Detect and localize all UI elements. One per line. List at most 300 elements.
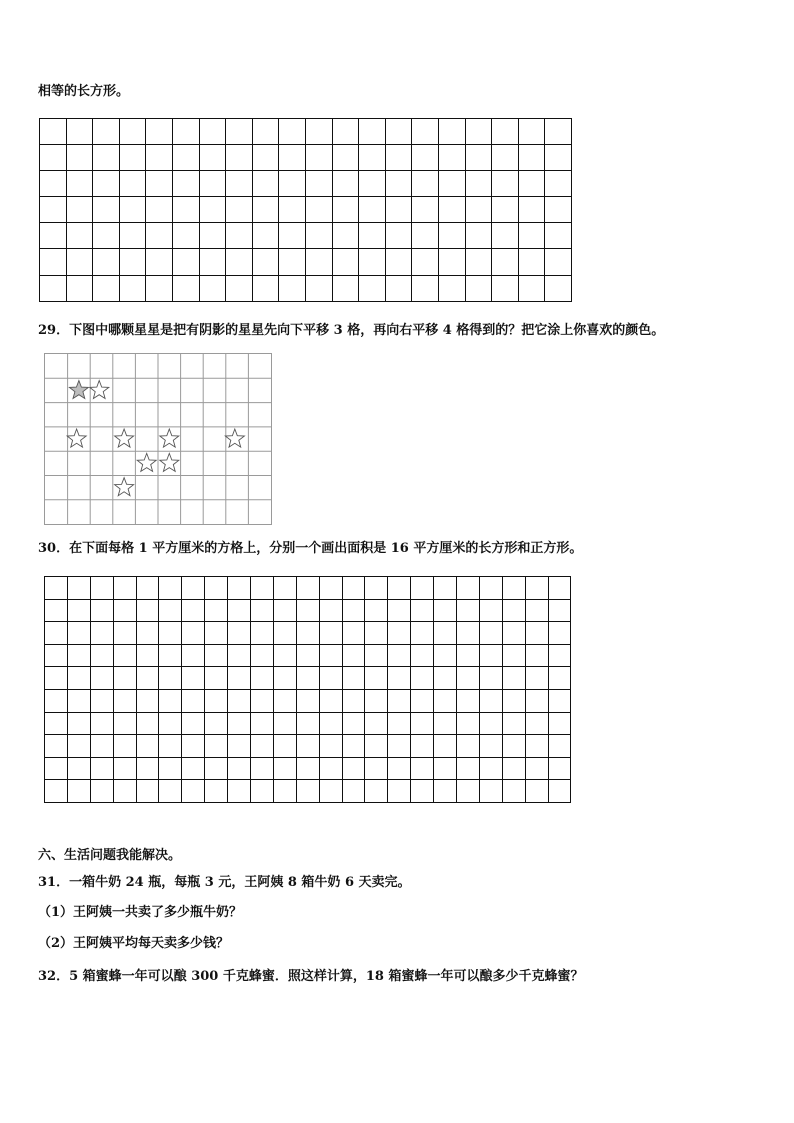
grid-cell[interactable] (457, 735, 480, 758)
grid-cell[interactable] (385, 223, 412, 249)
grid-cell[interactable] (518, 145, 545, 171)
grid-cell[interactable] (182, 667, 205, 690)
grid-cell[interactable] (159, 599, 182, 622)
grid-cell[interactable] (411, 599, 434, 622)
grid-cell[interactable] (205, 577, 228, 600)
grid-cell[interactable] (457, 577, 480, 600)
grid-cell[interactable] (273, 689, 296, 712)
grid-cell[interactable] (90, 599, 113, 622)
shaded-star-icon[interactable] (69, 381, 88, 399)
grid-cell[interactable] (199, 249, 226, 275)
grid-cell[interactable] (199, 145, 226, 171)
star-outline-icon[interactable] (90, 381, 109, 399)
grid-cell[interactable] (45, 622, 68, 645)
grid-cell[interactable] (172, 119, 199, 145)
grid-cell[interactable] (296, 735, 319, 758)
grid-cell[interactable] (388, 780, 411, 803)
grid-cell[interactable] (365, 735, 388, 758)
grid-cell[interactable] (305, 171, 332, 197)
grid-cell[interactable] (548, 735, 571, 758)
grid-cell[interactable] (365, 712, 388, 735)
grid-cell[interactable] (412, 223, 439, 249)
grid-cell[interactable] (492, 249, 519, 275)
grid-cell[interactable] (66, 171, 93, 197)
grid-cell[interactable] (545, 275, 572, 301)
grid-cell[interactable] (251, 689, 274, 712)
grid-cell[interactable] (136, 577, 159, 600)
grid-cell[interactable] (411, 622, 434, 645)
grid-cell[interactable] (479, 780, 502, 803)
grid-cell[interactable] (332, 275, 359, 301)
grid-cell[interactable] (90, 644, 113, 667)
grid-cell[interactable] (457, 780, 480, 803)
star-outline-icon[interactable] (67, 429, 86, 447)
grid-cell[interactable] (67, 757, 90, 780)
grid-cell[interactable] (119, 145, 146, 171)
grid-cell[interactable] (434, 735, 457, 758)
grid-cell[interactable] (296, 757, 319, 780)
grid-cell[interactable] (273, 622, 296, 645)
grid-cell[interactable] (465, 145, 492, 171)
grid-cell[interactable] (342, 644, 365, 667)
grid-cell[interactable] (205, 644, 228, 667)
grid-cell[interactable] (385, 171, 412, 197)
grid-cell[interactable] (228, 689, 251, 712)
grid-cell[interactable] (412, 145, 439, 171)
grid-cell[interactable] (40, 145, 67, 171)
grid-cell[interactable] (365, 780, 388, 803)
grid-cell[interactable] (319, 667, 342, 690)
grid-cell[interactable] (252, 223, 279, 249)
grid-cell[interactable] (342, 735, 365, 758)
grid-cell[interactable] (119, 249, 146, 275)
grid-cell[interactable] (305, 119, 332, 145)
grid-cell[interactable] (492, 223, 519, 249)
grid-cell[interactable] (113, 599, 136, 622)
grid-cell[interactable] (273, 599, 296, 622)
grid-cell[interactable] (146, 275, 173, 301)
star-outline-icon[interactable] (115, 429, 134, 447)
grid-cell[interactable] (305, 275, 332, 301)
grid-cell[interactable] (67, 644, 90, 667)
grid-cell[interactable] (342, 599, 365, 622)
grid-cell[interactable] (119, 275, 146, 301)
grid-cell[interactable] (545, 171, 572, 197)
grid-cell[interactable] (228, 780, 251, 803)
grid-cell[interactable] (45, 599, 68, 622)
grid-cell[interactable] (305, 249, 332, 275)
grid-cell[interactable] (251, 644, 274, 667)
grid-cell[interactable] (273, 577, 296, 600)
grid-cell[interactable] (252, 119, 279, 145)
grid-cell[interactable] (388, 712, 411, 735)
grid-cell[interactable] (113, 780, 136, 803)
grid-cell[interactable] (273, 757, 296, 780)
star-outline-icon[interactable] (225, 429, 244, 447)
grid-cell[interactable] (502, 622, 525, 645)
grid-cell[interactable] (525, 689, 548, 712)
grid-cell[interactable] (545, 145, 572, 171)
grid-cell[interactable] (342, 577, 365, 600)
grid-cell[interactable] (67, 689, 90, 712)
grid-cell[interactable] (113, 689, 136, 712)
grid-cell[interactable] (342, 667, 365, 690)
grid-cell[interactable] (113, 667, 136, 690)
grid-cell[interactable] (457, 644, 480, 667)
grid-cell[interactable] (502, 712, 525, 735)
q28-grid[interactable] (39, 118, 572, 302)
grid-cell[interactable] (319, 712, 342, 735)
grid-cell[interactable] (319, 689, 342, 712)
grid-cell[interactable] (159, 689, 182, 712)
grid-cell[interactable] (502, 599, 525, 622)
grid-cell[interactable] (457, 757, 480, 780)
grid-cell[interactable] (172, 171, 199, 197)
grid-cell[interactable] (45, 667, 68, 690)
grid-cell[interactable] (146, 197, 173, 223)
grid-cell[interactable] (226, 119, 253, 145)
grid-cell[interactable] (342, 622, 365, 645)
grid-cell[interactable] (412, 275, 439, 301)
grid-cell[interactable] (457, 667, 480, 690)
grid-cell[interactable] (438, 197, 465, 223)
q30-grid[interactable] (44, 576, 571, 803)
grid-cell[interactable] (434, 644, 457, 667)
grid-cell[interactable] (412, 171, 439, 197)
grid-cell[interactable] (226, 197, 253, 223)
grid-cell[interactable] (159, 735, 182, 758)
grid-cell[interactable] (545, 119, 572, 145)
grid-cell[interactable] (159, 712, 182, 735)
grid-cell[interactable] (251, 757, 274, 780)
grid-cell[interactable] (365, 667, 388, 690)
grid-cell[interactable] (90, 712, 113, 735)
grid-cell[interactable] (411, 780, 434, 803)
grid-cell[interactable] (273, 644, 296, 667)
grid-cell[interactable] (172, 197, 199, 223)
grid-cell[interactable] (136, 735, 159, 758)
grid-cell[interactable] (45, 644, 68, 667)
grid-cell[interactable] (182, 780, 205, 803)
grid-cell[interactable] (411, 667, 434, 690)
grid-cell[interactable] (525, 712, 548, 735)
grid-cell[interactable] (296, 780, 319, 803)
grid-cell[interactable] (90, 577, 113, 600)
grid-cell[interactable] (228, 712, 251, 735)
grid-cell[interactable] (388, 735, 411, 758)
grid-cell[interactable] (182, 757, 205, 780)
grid-cell[interactable] (90, 622, 113, 645)
grid-cell[interactable] (332, 171, 359, 197)
grid-cell[interactable] (434, 667, 457, 690)
grid-cell[interactable] (479, 667, 502, 690)
grid-cell[interactable] (113, 577, 136, 600)
grid-cell[interactable] (40, 197, 67, 223)
grid-cell[interactable] (119, 119, 146, 145)
grid-cell[interactable] (90, 735, 113, 758)
grid-cell[interactable] (226, 275, 253, 301)
grid-cell[interactable] (205, 622, 228, 645)
grid-cell[interactable] (296, 644, 319, 667)
grid-cell[interactable] (359, 145, 386, 171)
grid-cell[interactable] (182, 735, 205, 758)
grid-cell[interactable] (205, 735, 228, 758)
grid-cell[interactable] (525, 757, 548, 780)
grid-cell[interactable] (90, 780, 113, 803)
grid-cell[interactable] (90, 689, 113, 712)
grid-cell[interactable] (93, 223, 120, 249)
grid-cell[interactable] (385, 249, 412, 275)
grid-cell[interactable] (45, 712, 68, 735)
grid-cell[interactable] (465, 223, 492, 249)
grid-cell[interactable] (228, 622, 251, 645)
grid-cell[interactable] (136, 712, 159, 735)
grid-cell[interactable] (465, 275, 492, 301)
grid-cell[interactable] (388, 577, 411, 600)
grid-cell[interactable] (119, 223, 146, 249)
grid-cell[interactable] (199, 223, 226, 249)
grid-cell[interactable] (332, 249, 359, 275)
grid-cell[interactable] (182, 599, 205, 622)
grid-cell[interactable] (67, 599, 90, 622)
grid-cell[interactable] (199, 275, 226, 301)
grid-cell[interactable] (518, 119, 545, 145)
grid-cell[interactable] (159, 577, 182, 600)
grid-cell[interactable] (479, 599, 502, 622)
grid-cell[interactable] (159, 780, 182, 803)
grid-cell[interactable] (113, 735, 136, 758)
grid-cell[interactable] (252, 197, 279, 223)
grid-cell[interactable] (319, 622, 342, 645)
grid-cell[interactable] (251, 599, 274, 622)
grid-cell[interactable] (113, 712, 136, 735)
grid-cell[interactable] (113, 757, 136, 780)
grid-cell[interactable] (412, 119, 439, 145)
grid-cell[interactable] (388, 644, 411, 667)
grid-cell[interactable] (365, 689, 388, 712)
grid-cell[interactable] (319, 735, 342, 758)
grid-cell[interactable] (502, 780, 525, 803)
grid-cell[interactable] (205, 667, 228, 690)
grid-cell[interactable] (332, 145, 359, 171)
grid-cell[interactable] (545, 197, 572, 223)
grid-cell[interactable] (273, 667, 296, 690)
grid-cell[interactable] (296, 599, 319, 622)
grid-cell[interactable] (502, 735, 525, 758)
grid-cell[interactable] (182, 644, 205, 667)
grid-cell[interactable] (172, 223, 199, 249)
grid-cell[interactable] (548, 599, 571, 622)
grid-cell[interactable] (279, 275, 306, 301)
grid-cell[interactable] (479, 577, 502, 600)
grid-cell[interactable] (90, 667, 113, 690)
star-outline-icon[interactable] (115, 478, 134, 496)
grid-cell[interactable] (136, 757, 159, 780)
grid-cell[interactable] (205, 712, 228, 735)
grid-cell[interactable] (548, 577, 571, 600)
grid-cell[interactable] (226, 171, 253, 197)
grid-cell[interactable] (45, 757, 68, 780)
grid-cell[interactable] (518, 249, 545, 275)
grid-cell[interactable] (492, 145, 519, 171)
grid-cell[interactable] (146, 119, 173, 145)
grid-cell[interactable] (119, 171, 146, 197)
grid-cell[interactable] (67, 622, 90, 645)
grid-cell[interactable] (525, 644, 548, 667)
grid-cell[interactable] (66, 275, 93, 301)
grid-cell[interactable] (146, 223, 173, 249)
grid-cell[interactable] (93, 171, 120, 197)
grid-cell[interactable] (359, 223, 386, 249)
grid-cell[interactable] (182, 689, 205, 712)
grid-cell[interactable] (525, 599, 548, 622)
grid-cell[interactable] (411, 577, 434, 600)
grid-cell[interactable] (502, 577, 525, 600)
grid-cell[interactable] (479, 622, 502, 645)
grid-cell[interactable] (342, 712, 365, 735)
star-outline-icon[interactable] (160, 453, 179, 471)
grid-cell[interactable] (438, 145, 465, 171)
grid-cell[interactable] (385, 197, 412, 223)
grid-cell[interactable] (388, 757, 411, 780)
grid-cell[interactable] (172, 275, 199, 301)
grid-cell[interactable] (93, 249, 120, 275)
grid-cell[interactable] (465, 197, 492, 223)
grid-cell[interactable] (411, 644, 434, 667)
grid-cell[interactable] (113, 622, 136, 645)
grid-cell[interactable] (548, 757, 571, 780)
grid-cell[interactable] (296, 622, 319, 645)
grid-cell[interactable] (388, 599, 411, 622)
grid-cell[interactable] (502, 644, 525, 667)
grid-cell[interactable] (251, 712, 274, 735)
grid-cell[interactable] (465, 249, 492, 275)
grid-cell[interactable] (93, 119, 120, 145)
grid-cell[interactable] (305, 145, 332, 171)
grid-cell[interactable] (342, 780, 365, 803)
grid-cell[interactable] (228, 667, 251, 690)
grid-cell[interactable] (434, 757, 457, 780)
grid-cell[interactable] (479, 644, 502, 667)
grid-cell[interactable] (434, 780, 457, 803)
grid-cell[interactable] (228, 577, 251, 600)
grid-cell[interactable] (205, 599, 228, 622)
grid-cell[interactable] (365, 644, 388, 667)
grid-cell[interactable] (359, 249, 386, 275)
grid-cell[interactable] (388, 689, 411, 712)
grid-cell[interactable] (136, 689, 159, 712)
grid-cell[interactable] (518, 223, 545, 249)
grid-cell[interactable] (411, 757, 434, 780)
grid-cell[interactable] (45, 689, 68, 712)
grid-cell[interactable] (67, 735, 90, 758)
grid-cell[interactable] (40, 223, 67, 249)
grid-cell[interactable] (438, 119, 465, 145)
grid-cell[interactable] (457, 712, 480, 735)
grid-cell[interactable] (279, 145, 306, 171)
grid-cell[interactable] (273, 712, 296, 735)
grid-cell[interactable] (172, 249, 199, 275)
grid-cell[interactable] (251, 735, 274, 758)
grid-cell[interactable] (319, 644, 342, 667)
grid-cell[interactable] (457, 622, 480, 645)
grid-cell[interactable] (365, 599, 388, 622)
grid-cell[interactable] (66, 145, 93, 171)
grid-cell[interactable] (548, 689, 571, 712)
grid-cell[interactable] (159, 757, 182, 780)
grid-cell[interactable] (136, 644, 159, 667)
grid-cell[interactable] (113, 644, 136, 667)
grid-cell[interactable] (411, 735, 434, 758)
grid-cell[interactable] (40, 119, 67, 145)
grid-cell[interactable] (228, 599, 251, 622)
grid-cell[interactable] (146, 249, 173, 275)
grid-cell[interactable] (465, 171, 492, 197)
grid-cell[interactable] (182, 577, 205, 600)
grid-cell[interactable] (332, 197, 359, 223)
grid-cell[interactable] (492, 171, 519, 197)
grid-cell[interactable] (525, 667, 548, 690)
grid-cell[interactable] (545, 249, 572, 275)
grid-cell[interactable] (319, 757, 342, 780)
grid-cell[interactable] (385, 145, 412, 171)
grid-cell[interactable] (93, 275, 120, 301)
grid-cell[interactable] (226, 145, 253, 171)
grid-cell[interactable] (252, 275, 279, 301)
grid-cell[interactable] (548, 622, 571, 645)
grid-cell[interactable] (252, 171, 279, 197)
grid-cell[interactable] (412, 249, 439, 275)
grid-cell[interactable] (525, 780, 548, 803)
q29-star-grid[interactable] (44, 353, 272, 525)
grid-cell[interactable] (90, 757, 113, 780)
grid-cell[interactable] (385, 275, 412, 301)
grid-cell[interactable] (319, 599, 342, 622)
grid-cell[interactable] (305, 223, 332, 249)
grid-cell[interactable] (273, 780, 296, 803)
grid-cell[interactable] (228, 757, 251, 780)
grid-cell[interactable] (412, 197, 439, 223)
grid-cell[interactable] (279, 223, 306, 249)
grid-cell[interactable] (119, 197, 146, 223)
grid-cell[interactable] (502, 689, 525, 712)
grid-cell[interactable] (182, 712, 205, 735)
grid-cell[interactable] (434, 577, 457, 600)
grid-cell[interactable] (457, 599, 480, 622)
grid-cell[interactable] (205, 689, 228, 712)
grid-cell[interactable] (342, 757, 365, 780)
grid-cell[interactable] (492, 197, 519, 223)
grid-cell[interactable] (251, 780, 274, 803)
grid-cell[interactable] (319, 577, 342, 600)
grid-cell[interactable] (518, 171, 545, 197)
grid-cell[interactable] (385, 119, 412, 145)
grid-cell[interactable] (518, 197, 545, 223)
grid-cell[interactable] (359, 275, 386, 301)
grid-cell[interactable] (66, 223, 93, 249)
grid-cell[interactable] (434, 689, 457, 712)
grid-cell[interactable] (465, 119, 492, 145)
grid-cell[interactable] (228, 735, 251, 758)
grid-cell[interactable] (434, 712, 457, 735)
grid-cell[interactable] (279, 249, 306, 275)
grid-cell[interactable] (388, 622, 411, 645)
grid-cell[interactable] (457, 689, 480, 712)
grid-cell[interactable] (251, 622, 274, 645)
grid-cell[interactable] (66, 249, 93, 275)
grid-cell[interactable] (205, 780, 228, 803)
grid-cell[interactable] (251, 577, 274, 600)
